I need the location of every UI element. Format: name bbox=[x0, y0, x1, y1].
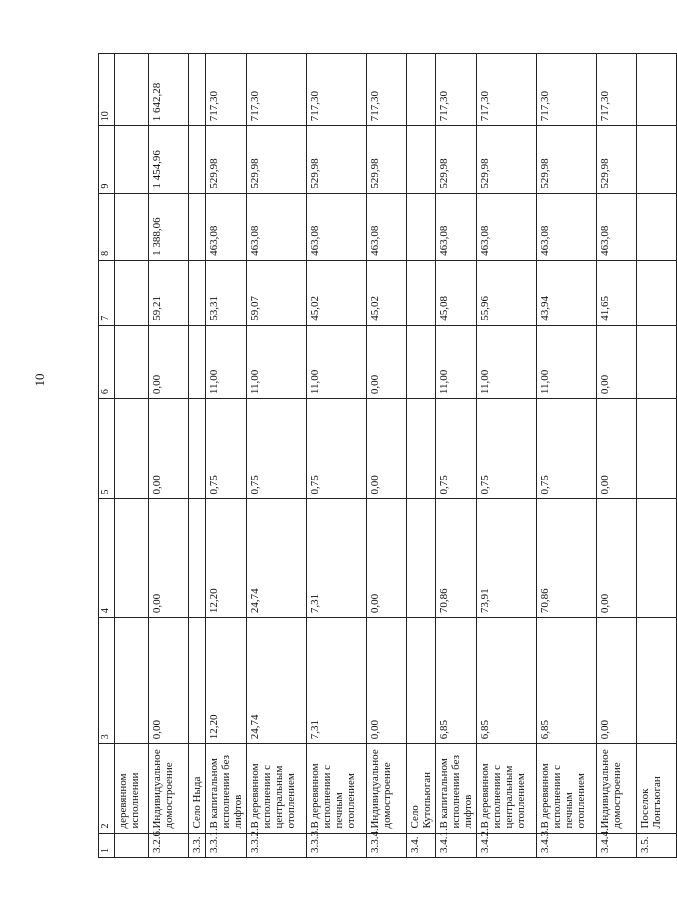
table-row bbox=[149, 54, 189, 858]
table-cell: 463,08 bbox=[477, 193, 537, 260]
table-cell: 45,02 bbox=[307, 260, 367, 325]
table-cell: 0,00 bbox=[149, 325, 189, 398]
table-cell: 12,20 bbox=[206, 499, 247, 618]
table-cell: 6,85 bbox=[477, 618, 537, 744]
table-row bbox=[247, 54, 307, 858]
table-cell: 3.5. bbox=[637, 833, 677, 857]
table-cell: 24,74 bbox=[247, 499, 307, 618]
table-cell: 11,00 bbox=[247, 325, 307, 398]
table-cell: 3.4.3. bbox=[537, 833, 597, 857]
table-row bbox=[206, 54, 247, 858]
table-cell: 0,75 bbox=[247, 399, 307, 499]
table-cell: 43,94 bbox=[537, 260, 597, 325]
table-cell: 11,00 bbox=[436, 325, 477, 398]
table-cell: 70,86 bbox=[537, 499, 597, 618]
table-cell: В капитальном исполнении без лифтов bbox=[206, 744, 247, 833]
table-cell: Село Ныда bbox=[189, 744, 206, 833]
header-cell: 5 bbox=[99, 399, 115, 499]
table-cell bbox=[407, 260, 436, 325]
table-cell: 0,00 bbox=[367, 399, 407, 499]
header-cell: 7 bbox=[99, 260, 115, 325]
rotated-table-wrapper bbox=[98, 53, 663, 858]
table-cell bbox=[407, 399, 436, 499]
table-cell: 0,00 bbox=[149, 618, 189, 744]
table-cell: 0,00 bbox=[367, 325, 407, 398]
table-cell: 529,98 bbox=[436, 126, 477, 193]
table-cell bbox=[189, 325, 206, 398]
table-header-row bbox=[99, 54, 115, 858]
table-cell: 3.3.1. bbox=[206, 833, 247, 857]
table-cell: 717,30 bbox=[247, 54, 307, 126]
table-cell: 3.4.2. bbox=[477, 833, 537, 857]
table-cell: Индивидуальное домостроение bbox=[367, 744, 407, 833]
table-cell bbox=[115, 399, 149, 499]
table-cell: 7,31 bbox=[307, 499, 367, 618]
table-cell: 0,00 bbox=[367, 618, 407, 744]
table-cell: 11,00 bbox=[206, 325, 247, 398]
table-cell: 7,31 bbox=[307, 618, 367, 744]
table-cell: 3.4.1. bbox=[436, 833, 477, 857]
table-cell bbox=[189, 260, 206, 325]
header-cell: 2 bbox=[99, 744, 115, 833]
table-cell: 463,08 bbox=[597, 193, 637, 260]
table-row bbox=[597, 54, 637, 858]
table-cell: 717,30 bbox=[307, 54, 367, 126]
table-cell: 12,20 bbox=[206, 618, 247, 744]
table-cell bbox=[407, 54, 436, 126]
table-cell bbox=[637, 126, 677, 193]
table-cell bbox=[637, 399, 677, 499]
table-row bbox=[436, 54, 477, 858]
table-cell bbox=[115, 260, 149, 325]
table-cell: 0,00 bbox=[597, 618, 637, 744]
table-cell: 11,00 bbox=[537, 325, 597, 398]
table-cell: В капитальном исполнении без лифтов bbox=[436, 744, 477, 833]
tariff-table bbox=[98, 53, 677, 858]
table-cell: 3.3.2. bbox=[247, 833, 307, 857]
table-section-row bbox=[189, 54, 206, 858]
table-cell: 3.3.3. bbox=[307, 833, 367, 857]
table-cell: Поселок Лонгъюган bbox=[637, 744, 677, 833]
table-cell: В деревянном исполнении с центральным отоплением bbox=[477, 744, 537, 833]
table-cell bbox=[407, 325, 436, 398]
table-cell: 3.3.4. bbox=[367, 833, 407, 857]
table-cell: 0,00 bbox=[597, 325, 637, 398]
table-cell bbox=[637, 325, 677, 398]
table-cell bbox=[637, 193, 677, 260]
table-cell: Индивидуальное домостроение bbox=[597, 744, 637, 833]
table-row bbox=[537, 54, 597, 858]
table-cell: 529,98 bbox=[247, 126, 307, 193]
table-cell bbox=[115, 54, 149, 126]
table-row bbox=[307, 54, 367, 858]
table-cell bbox=[115, 833, 149, 857]
table-cell: 717,30 bbox=[367, 54, 407, 126]
table-cell: 463,08 bbox=[307, 193, 367, 260]
table-cell: В деревянном исполнении с центральным отоплением bbox=[247, 744, 307, 833]
table-cell bbox=[189, 193, 206, 260]
table-row bbox=[477, 54, 537, 858]
table-cell: 73,91 bbox=[477, 499, 537, 618]
table-cell: 0,75 bbox=[307, 399, 367, 499]
table-cell: 6,85 bbox=[436, 618, 477, 744]
table-cell: 70,86 bbox=[436, 499, 477, 618]
table-cell: 0,75 bbox=[436, 399, 477, 499]
header-cell: 3 bbox=[99, 618, 115, 744]
table-cell: 529,98 bbox=[597, 126, 637, 193]
table-cell: В деревянном исполнении с печным отоплением bbox=[537, 744, 597, 833]
table-cell: 11,00 bbox=[307, 325, 367, 398]
header-cell: 10 bbox=[99, 54, 115, 126]
page-number bbox=[34, 372, 46, 388]
table-cell: 0,00 bbox=[597, 399, 637, 499]
table-cell bbox=[115, 193, 149, 260]
table-cell: 529,98 bbox=[206, 126, 247, 193]
table-cell: 717,30 bbox=[436, 54, 477, 126]
table-cell bbox=[189, 499, 206, 618]
table-cell bbox=[115, 325, 149, 398]
table-cell: 463,08 bbox=[247, 193, 307, 260]
table-cell: 529,98 bbox=[477, 126, 537, 193]
table-cell: 1 388,06 bbox=[149, 193, 189, 260]
table-cell: Индивидуальное домостроение bbox=[149, 744, 189, 833]
table-cell: 463,08 bbox=[206, 193, 247, 260]
table-cell: 1 454,96 bbox=[149, 126, 189, 193]
table-cell bbox=[637, 54, 677, 126]
table-cell bbox=[189, 54, 206, 126]
header-cell: 9 bbox=[99, 126, 115, 193]
table-section-row bbox=[407, 54, 436, 858]
table-cell: 0,75 bbox=[537, 399, 597, 499]
table-cell bbox=[407, 499, 436, 618]
table-cell bbox=[637, 618, 677, 744]
table-cell: 0,00 bbox=[149, 499, 189, 618]
table-cell: 53,31 bbox=[206, 260, 247, 325]
table-cell bbox=[115, 618, 149, 744]
table-row bbox=[115, 54, 149, 858]
table-cell: 0,00 bbox=[367, 499, 407, 618]
table-cell: 463,08 bbox=[436, 193, 477, 260]
table-cell: 529,98 bbox=[537, 126, 597, 193]
table-cell: 0,75 bbox=[206, 399, 247, 499]
table-cell: 0,75 bbox=[477, 399, 537, 499]
table-cell: 463,08 bbox=[537, 193, 597, 260]
table-cell bbox=[637, 499, 677, 618]
table-cell: 0,00 bbox=[149, 399, 189, 499]
header-cell: 1 bbox=[99, 833, 115, 857]
header-cell: 4 bbox=[99, 499, 115, 618]
table-cell bbox=[189, 618, 206, 744]
table-cell bbox=[189, 399, 206, 499]
table-cell: 717,30 bbox=[597, 54, 637, 126]
table-row bbox=[367, 54, 407, 858]
table-cell bbox=[189, 126, 206, 193]
table-cell bbox=[115, 499, 149, 618]
table-cell: деревянном исполнении bbox=[115, 744, 149, 833]
table-cell: 59,07 bbox=[247, 260, 307, 325]
table-cell: 6,85 bbox=[537, 618, 597, 744]
table-cell: В деревянном исполнении с печным отоплением bbox=[307, 744, 367, 833]
table-cell: 0,00 bbox=[597, 499, 637, 618]
table-cell: 529,98 bbox=[367, 126, 407, 193]
table-cell: 41,65 bbox=[597, 260, 637, 325]
table-cell: 529,98 bbox=[307, 126, 367, 193]
page-number-text: 10 bbox=[32, 373, 47, 387]
table-cell: 45,08 bbox=[436, 260, 477, 325]
table-cell bbox=[637, 260, 677, 325]
table-cell: 55,96 bbox=[477, 260, 537, 325]
table-cell: 3.4.4. bbox=[597, 833, 637, 857]
table-cell bbox=[407, 618, 436, 744]
table-row bbox=[637, 54, 677, 858]
table-cell: 3.4. bbox=[407, 833, 436, 857]
header-cell: 8 bbox=[99, 193, 115, 260]
table-cell: 3.2.6. bbox=[149, 833, 189, 857]
table-cell: 45,02 bbox=[367, 260, 407, 325]
table-cell: 24,74 bbox=[247, 618, 307, 744]
table-cell: 1 642,28 bbox=[149, 54, 189, 126]
table-cell bbox=[407, 193, 436, 260]
table-cell: Село Кутопьюган bbox=[407, 744, 436, 833]
table-cell: 11,00 bbox=[477, 325, 537, 398]
table-cell: 463,08 bbox=[367, 193, 407, 260]
table-cell: 59,21 bbox=[149, 260, 189, 325]
table-cell: 717,30 bbox=[537, 54, 597, 126]
table-cell bbox=[407, 126, 436, 193]
table-cell bbox=[115, 126, 149, 193]
table-cell: 717,30 bbox=[206, 54, 247, 126]
table-cell: 717,30 bbox=[477, 54, 537, 126]
header-cell: 6 bbox=[99, 325, 115, 398]
table-cell: 3.3. bbox=[189, 833, 206, 857]
